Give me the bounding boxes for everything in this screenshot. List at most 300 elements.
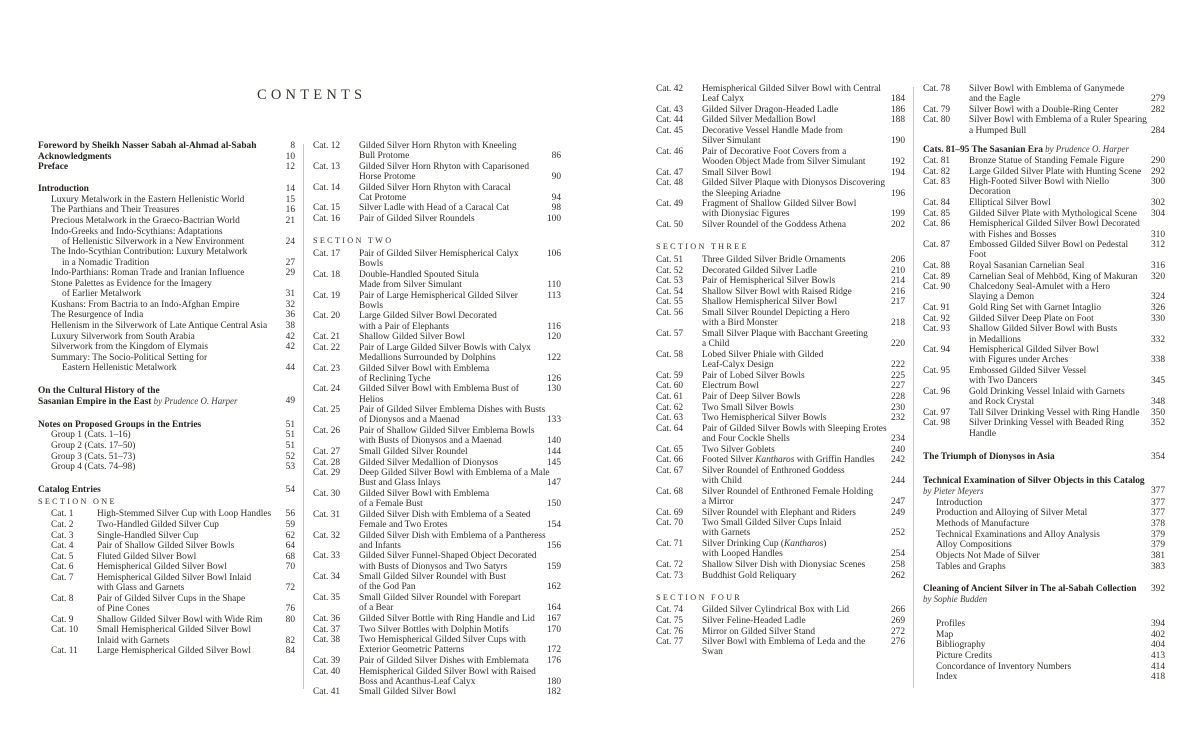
- entry-title: Gilded Silver Plate with Mythological Scene: [969, 208, 1137, 219]
- page-number: 377: [1150, 497, 1165, 508]
- entry-title: and Infants: [359, 540, 401, 551]
- cat-number: Cat. 68: [656, 486, 684, 497]
- toc-entry: [923, 345, 1165, 365]
- toc-line: [359, 645, 561, 655]
- entry-title: Pair of Shallow Gilded Silver Emblema Bowls: [359, 426, 535, 437]
- entry-title: Shallow Gilded Silver Bowl with Busts: [969, 324, 1118, 335]
- page-number: 180: [546, 676, 561, 687]
- entry-title: Preface: [38, 162, 69, 173]
- entry-title: Silver Bowl with Emblema of Ganymede: [969, 84, 1125, 94]
- toc-line: [702, 220, 905, 230]
- entry-title: Bronze Statue of Standing Female Figure: [969, 155, 1125, 166]
- cat-number: Cat. 45: [656, 126, 684, 137]
- cat-number: Cat. 15: [313, 203, 341, 214]
- toc-entry: [923, 84, 1165, 104]
- page-number: 254: [890, 549, 905, 560]
- toc-line: [702, 434, 905, 444]
- toc-entry: [923, 640, 1165, 650]
- toc-line: [923, 584, 1165, 594]
- page-number: 12: [285, 162, 295, 173]
- page-number: 38: [285, 321, 295, 331]
- toc-line: [97, 531, 295, 541]
- cat-number: Cat. 96: [923, 386, 951, 397]
- cat-number: Cat. 41: [313, 687, 341, 698]
- entry-title: Two Small Silver Bowls: [702, 402, 794, 413]
- toc-entry: [656, 126, 905, 146]
- toc-line: [702, 126, 905, 136]
- toc-line: [969, 272, 1165, 282]
- cat-number: Cat. 38: [313, 635, 341, 646]
- page-number: 133: [546, 415, 561, 426]
- toc-entry: [656, 381, 905, 391]
- page-number: 190: [890, 136, 905, 147]
- entry-title: Large Gilded Silver Bowl Decorated: [359, 311, 497, 322]
- entry-title: of a Bear: [359, 603, 394, 614]
- toc-line: [359, 677, 561, 687]
- entry-title: Silver Roundel of the Goddess Athena: [702, 220, 846, 231]
- cat-number: Cat. 98: [923, 418, 951, 429]
- cat-number: Cat. 12: [313, 141, 341, 151]
- toc-line: [359, 489, 561, 499]
- toc-line: [702, 136, 905, 146]
- toc-line: [702, 487, 905, 497]
- cat-number: Cat. 22: [313, 342, 341, 353]
- cat-number: Cat. 3: [51, 530, 74, 541]
- entry-title: Luxury Metalwork in the Eastern Hellenistic World: [51, 194, 245, 205]
- cat-number: Cat. 17: [313, 248, 341, 259]
- cat-number: Cat. 5: [51, 551, 74, 562]
- spacer: [38, 408, 295, 420]
- spacer: [38, 173, 295, 184]
- entry-title: Leaf Calyx: [702, 94, 744, 105]
- entry-title: of a Female Bust: [359, 499, 423, 510]
- column-divider-left: [303, 144, 304, 689]
- page-number: 72: [285, 583, 295, 594]
- entry-title: Silver Bowl with a Double-Ring Center: [969, 104, 1119, 115]
- toc-line: [359, 343, 561, 353]
- toc-line: [702, 392, 905, 402]
- toc-entry: [656, 539, 905, 559]
- toc-entry: [923, 387, 1165, 407]
- toc-entry: [656, 403, 905, 413]
- toc-entry: [38, 615, 295, 625]
- entry-title: Two Small Gilded Silver Cups Inlaid: [702, 518, 842, 529]
- toc-line: [51, 332, 295, 342]
- entry-title: Silverwork from the Kingdom of Elymais: [51, 342, 209, 353]
- page-number: 21: [285, 215, 295, 226]
- entry-title: Exterior Geometric Patterns: [359, 645, 465, 656]
- toc-entry: [313, 214, 561, 224]
- entry-title: Methods of Manufacture: [936, 518, 1030, 529]
- toc-line: [359, 478, 561, 488]
- page-number: 14: [285, 183, 295, 194]
- toc-entry: [313, 614, 561, 624]
- page-number: 290: [1150, 155, 1165, 166]
- author-credit: by Prudence O. Harper: [151, 395, 238, 406]
- entry-title: Carnelian Seal of Mehbōd, King of Makuran: [969, 271, 1138, 282]
- toc-entry: [923, 630, 1165, 640]
- toc-line: [936, 640, 1165, 650]
- page-number: 320: [1150, 271, 1165, 282]
- entry-title: in Medallions: [969, 334, 1021, 345]
- toc-entry: [38, 227, 295, 247]
- page-number: 15: [285, 194, 295, 205]
- cat-number: Cat. 80: [923, 115, 951, 126]
- page-number: 279: [1150, 94, 1165, 105]
- toc-line: [97, 520, 295, 530]
- page-number: 94: [551, 192, 561, 203]
- toc-entry: [656, 424, 905, 444]
- entry-title: with a Bird Monster: [702, 318, 778, 329]
- toc-line: [923, 594, 1165, 605]
- toc-entry: [38, 541, 295, 551]
- entry-title: Silver Ladle with Head of a Caracal Cat: [359, 203, 510, 214]
- toc-entry: [313, 291, 561, 311]
- toc-entry: [923, 282, 1165, 302]
- entry-title: Fragment of Shallow Gilded Silver Bowl: [702, 199, 857, 210]
- toc-entry: [656, 605, 905, 615]
- page-number: 404: [1150, 640, 1165, 651]
- cat-number: Cat. 60: [656, 381, 684, 392]
- toc-entry: [923, 314, 1165, 324]
- toc-line: [969, 292, 1165, 302]
- page-number: 324: [1150, 292, 1165, 303]
- entry-title: Two-Handled Gilded Silver Cup: [97, 519, 219, 530]
- page-number: 42: [285, 342, 295, 353]
- toc-heading: [923, 476, 1165, 497]
- toc-line: [359, 510, 561, 520]
- cat-number: Cat. 1: [51, 509, 74, 520]
- entry-title: Pair of Large Hemispherical Gilded Silver Bowls: [359, 290, 518, 311]
- entry-title: of Reclining Tyche: [359, 373, 431, 384]
- toc-line: [969, 376, 1165, 386]
- toc-line: [702, 424, 905, 434]
- entry-title: Electrum Bowl: [702, 381, 760, 392]
- toc-line: [702, 445, 905, 455]
- toc-entry: [656, 413, 905, 423]
- cat-number: Cat. 63: [656, 413, 684, 424]
- toc-line: [359, 415, 561, 425]
- entry-title: Foreword by Sheikh Nasser Sabah al-Ahmad al-Sabah: [38, 141, 257, 151]
- cat-number: Cat. 24: [313, 384, 341, 395]
- toc-entry: [313, 572, 561, 592]
- toc-entry: [313, 311, 561, 331]
- cat-number: Cat. 72: [656, 559, 684, 570]
- entry-title: Objects Not Made of Silver: [936, 550, 1040, 561]
- toc-line: [97, 604, 295, 614]
- entry-title: Female and Two Erotes: [359, 519, 448, 530]
- cat-number: Cat. 73: [656, 570, 684, 581]
- toc-entry: [313, 426, 561, 446]
- entry-title: Gilded Silver Horn Rhyton with Kneeling: [359, 141, 517, 151]
- page-number: 162: [546, 582, 561, 593]
- cat-number: Cat. 88: [923, 261, 951, 271]
- toc-entry: [38, 430, 295, 440]
- cat-number: Cat. 21: [313, 332, 341, 343]
- cat-number: Cat. 19: [313, 290, 341, 301]
- entry-title: Fluted Gilded Silver Bowl: [97, 551, 197, 562]
- toc-line: [97, 552, 295, 562]
- entry-title: Hemispherical Gilded Silver Bowl: [969, 345, 1099, 356]
- entry-title: Pair of Gilded Silver Dishes with Emblemata: [359, 656, 529, 666]
- toc-entry: [923, 418, 1165, 438]
- cat-number: Cat. 58: [656, 349, 684, 360]
- toc-entry: [656, 115, 905, 125]
- entry-title: [923, 594, 987, 605]
- toc-entry: [656, 220, 905, 230]
- page-number: 196: [890, 188, 905, 199]
- toc-heading: [38, 162, 295, 172]
- cat-number: Cat. 86: [923, 219, 951, 230]
- toc-line: [38, 420, 295, 430]
- toc-entry: [313, 249, 561, 269]
- page-number: 42: [285, 331, 295, 342]
- toc-entry: [38, 268, 295, 278]
- toc-line: [936, 672, 1165, 682]
- entry-title: of the God Pan: [359, 582, 416, 593]
- toc-line: [702, 147, 905, 157]
- page-number: 51: [285, 419, 295, 430]
- entry-title: Profiles: [936, 619, 966, 630]
- page-number: 44: [285, 363, 295, 374]
- entry-title: Leaf-Calyx Design: [702, 359, 774, 370]
- toc-line: [51, 462, 295, 472]
- spacer: [923, 606, 1165, 619]
- toc-entry: [656, 487, 905, 507]
- toc-entry: [38, 520, 295, 530]
- toc-line: [359, 656, 561, 666]
- page-number: 206: [890, 254, 905, 265]
- toc-line: [359, 614, 561, 624]
- page-number: 316: [1150, 261, 1165, 271]
- page-number: 150: [546, 499, 561, 510]
- toc-line: [359, 468, 561, 478]
- toc-line: [359, 193, 561, 203]
- cat-number: Cat. 27: [313, 446, 341, 457]
- entry-title: Shallow Gilded Silver Bowl: [359, 332, 465, 343]
- entry-title: with Fishes and Bosses: [969, 229, 1057, 240]
- entry-title: with a Pair of Elephants: [359, 321, 450, 332]
- toc-line: [38, 386, 295, 396]
- entry-title: Large Hemispherical Gilded Silver Bowl: [97, 646, 251, 657]
- entry-title: Gilded Silver Bowl with Emblema Bust of Helios: [359, 384, 519, 405]
- toc-entry: [38, 332, 295, 342]
- entry-title: Precious Metalwork in the Graeco-Bactrian World: [51, 215, 240, 226]
- toc-line: [97, 625, 295, 635]
- cat-number: Cat. 26: [313, 426, 341, 437]
- toc-entry: [923, 272, 1165, 282]
- toc-entry: [38, 205, 295, 215]
- toc-line: [969, 177, 1165, 197]
- cat-number: Cat. 94: [923, 345, 951, 356]
- spacer: [923, 572, 1165, 584]
- toc-line: [923, 452, 1165, 462]
- cat-number: Cat. 78: [923, 84, 951, 94]
- toc-line: [51, 268, 295, 278]
- toc-line: [51, 216, 295, 226]
- toc-heading: [38, 141, 295, 151]
- page-number: 51: [285, 440, 295, 451]
- entry-title: Tall Silver Drinking Vessel with Ring Handle: [969, 407, 1140, 418]
- toc-line: [38, 162, 295, 172]
- entry-title: Small Gilded Silver Roundel with Bust: [359, 572, 507, 583]
- page-number: 269: [890, 616, 905, 626]
- toc-line: [51, 247, 295, 257]
- entry-title: of Pine Cones: [97, 604, 150, 615]
- page-number: 106: [546, 248, 561, 259]
- toc-line: [969, 397, 1165, 407]
- entry-title: and the Eagle: [969, 94, 1021, 105]
- toc-entry: [923, 177, 1165, 197]
- toc-line: [936, 551, 1165, 561]
- toc-entry: [38, 441, 295, 451]
- page-number: 272: [890, 626, 905, 637]
- toc-line: [359, 151, 561, 161]
- cat-number: Cat. 85: [923, 208, 951, 219]
- spacer: [923, 439, 1165, 452]
- entry-title: The Parthians and Their Treasures: [51, 205, 180, 216]
- section-heading: SECTION FOUR: [656, 592, 743, 602]
- toc-line: [702, 199, 905, 209]
- toc-entry: [923, 551, 1165, 561]
- page-number: 86: [551, 151, 561, 162]
- page-number: 54: [285, 484, 295, 495]
- cat-number: Cat. 70: [656, 518, 684, 529]
- page-number: 159: [546, 561, 561, 572]
- toc-entry: [313, 447, 561, 457]
- entry-title: Chalcedony Seal-Amulet with a Hero: [969, 282, 1111, 293]
- toc-line: [359, 141, 561, 151]
- page-number: 310: [1150, 229, 1165, 240]
- entry-title: Mirror on Gilded Silver Stand: [702, 626, 816, 637]
- entry-title: Small Gilded Silver Bowl: [359, 687, 457, 698]
- cat-number: Cat. 74: [656, 605, 684, 616]
- entry-title: The Indo-Scythian Contribution: Luxury Metalwork: [51, 247, 248, 258]
- toc-entry: [313, 489, 561, 509]
- toc-line: [936, 519, 1165, 529]
- page-number: 52: [285, 451, 295, 462]
- page-number: 144: [546, 446, 561, 457]
- page-number: 217: [890, 297, 905, 308]
- page-number: 240: [890, 444, 905, 455]
- page-number: 100: [546, 214, 561, 225]
- toc-entry: [656, 508, 905, 518]
- page-number: 147: [546, 478, 561, 489]
- toc-entry: [656, 627, 905, 637]
- toc-line: [969, 314, 1165, 324]
- entry-title: Cat Protome: [359, 192, 407, 203]
- page-number: 392: [1150, 584, 1165, 595]
- toc-line: [51, 205, 295, 215]
- page-number: 192: [890, 157, 905, 168]
- page-number: 27: [285, 257, 295, 268]
- cat-number: Cat. 50: [656, 220, 684, 231]
- toc-entry: [923, 115, 1165, 135]
- entry-title: Embossed Gilded Silver Vessel: [969, 366, 1087, 377]
- toc-line: [51, 363, 295, 373]
- entry-title: Hemispherical Gilded Silver Bowl: [97, 562, 227, 573]
- entry-title: Gold Ring Set with Garnet Intaglio: [969, 303, 1102, 314]
- toc-heading: [923, 584, 1165, 605]
- page-number: 110: [547, 279, 561, 290]
- cat-number: Cat. 48: [656, 178, 684, 189]
- toc-entry: [656, 560, 905, 570]
- toc-line: [51, 300, 295, 310]
- toc-line: [359, 214, 561, 224]
- toc-entry: [923, 519, 1165, 529]
- toc-line: [969, 84, 1165, 94]
- toc-line: [969, 345, 1165, 355]
- toc-line: [702, 105, 905, 115]
- toc-entry: [923, 562, 1165, 572]
- toc-entry: [38, 646, 295, 656]
- page-number: 252: [890, 528, 905, 539]
- cat-number: Cat. 16: [313, 214, 341, 225]
- toc-line: [359, 572, 561, 582]
- toc-line: [51, 321, 295, 331]
- toc-line: [702, 497, 905, 507]
- entry-title: Index: [936, 672, 958, 683]
- cat-number: Cat. 93: [923, 324, 951, 335]
- page-number: 222: [890, 359, 905, 370]
- cat-number: Cat. 52: [656, 265, 684, 276]
- entry-title: Sasanian Empire in the East by Prudence O. Harper: [38, 395, 238, 407]
- toc-entry: [38, 353, 295, 373]
- entry-title: Gilded Silver Medallion Bowl: [702, 115, 816, 126]
- cat-number: Cat. 23: [313, 363, 341, 374]
- page-number: 186: [890, 104, 905, 115]
- toc-entry: [313, 510, 561, 530]
- entry-title: Embossed Gilded Silver Bowl on Pedestal Foot: [969, 240, 1129, 261]
- cat-number: Cat. 2: [51, 519, 74, 530]
- cat-number: Cat. 71: [656, 539, 684, 550]
- toc-entry: [923, 408, 1165, 418]
- toc-line: [359, 183, 561, 193]
- toc-entry: [656, 199, 905, 219]
- cat-number: Cat. 47: [656, 167, 684, 178]
- cat-number: Cat. 34: [313, 572, 341, 583]
- cat-number: Cat. 61: [656, 391, 684, 402]
- page-number: 230: [890, 402, 905, 413]
- spacer: [313, 225, 561, 235]
- toc-entry: [656, 287, 905, 297]
- entry-title: Silver Roundel of Enthroned Goddess: [702, 465, 845, 476]
- page-number: 228: [890, 391, 905, 402]
- page-number: 326: [1150, 303, 1165, 314]
- entry-title: Summary: The Socio-Political Setting for: [51, 352, 208, 363]
- entry-title: Gilded Silver Bottle with Ring Handle and Lid: [359, 613, 535, 624]
- entry-title: Small Silver Plaque with Bacchant Greeting: [702, 328, 868, 339]
- entry-title: with Two Dancers: [969, 376, 1038, 387]
- toc-line: [969, 355, 1165, 365]
- page-number: 377: [1150, 508, 1165, 519]
- toc-line: [359, 687, 561, 697]
- page-number: 354: [1150, 452, 1165, 463]
- entry-title: of Dionysos and a Maenad: [359, 415, 460, 426]
- toc-column-4: [923, 84, 1165, 683]
- toc-line: [969, 261, 1165, 271]
- toc-entry: [923, 105, 1165, 115]
- toc-entry: [656, 329, 905, 349]
- entry-title: with Busts of Dionysos and a Maenad: [359, 436, 502, 447]
- toc-column-3: [656, 84, 905, 658]
- author-credit: by Pieter Meyers: [923, 485, 984, 496]
- toc-line: [359, 322, 561, 332]
- toc-entry: [923, 498, 1165, 508]
- toc-line: [51, 441, 295, 451]
- page-number: 304: [1150, 208, 1165, 219]
- cat-number: Cat. 20: [313, 311, 341, 322]
